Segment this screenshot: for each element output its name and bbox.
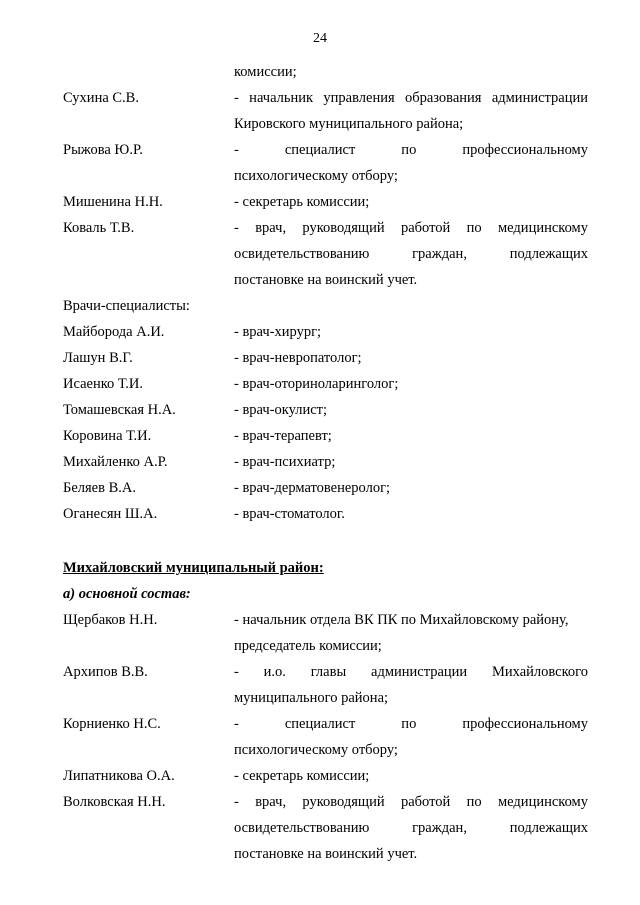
- specialist-name: Майборода А.И.: [63, 324, 165, 340]
- specialist-row: [63, 475, 588, 501]
- member-name: Щербаков Н.Н.: [63, 612, 158, 628]
- member-role: - и.о. главы администрации Михайловского муниципального района;: [234, 664, 588, 706]
- specialist-role: - врач-терапевт;: [234, 428, 332, 444]
- member-row: [63, 189, 588, 215]
- specialist-row: [63, 319, 588, 345]
- member-role: - врач, руководящий работой по медицинскому освидетельствованию граждан, подлежащих постановке на воинский учет.: [234, 794, 588, 862]
- member-row: [63, 659, 588, 711]
- specialist-name: Михайленко А.Р.: [63, 454, 168, 470]
- specialist-role: - врач-психиатр;: [234, 454, 336, 470]
- member-role: - начальник отдела ВК ПК по Михайловскому району, председатель комиссии;: [234, 612, 569, 654]
- specialist-name: Лашун В.Г.: [63, 350, 133, 366]
- member-role: - специалист по профессиональному психологическому отбору;: [234, 716, 588, 758]
- member-name: Сухина С.В.: [63, 90, 139, 106]
- member-row: [63, 85, 588, 137]
- member-name: Коваль Т.В.: [63, 220, 135, 236]
- specialist-row: [63, 371, 588, 397]
- member-name: Мишенина Н.Н.: [63, 194, 163, 210]
- member-role: - секретарь комиссии;: [234, 194, 370, 210]
- specialist-role: - врач-оториноларинголог;: [234, 376, 399, 392]
- member-name: Липатникова О.А.: [63, 768, 175, 784]
- specialist-role: - врач-невропатолог;: [234, 350, 362, 366]
- member-row: [63, 711, 588, 763]
- member-row: [63, 789, 588, 867]
- document-body: [63, 59, 588, 867]
- specialist-name: Исаенко Т.И.: [63, 376, 144, 392]
- specialist-name: Оганесян Ш.А.: [63, 506, 158, 522]
- composition-heading: а) основной состав:: [63, 586, 191, 602]
- specialist-role: - врач-хирург;: [234, 324, 322, 340]
- member-row: [63, 137, 588, 189]
- member-name: Рыжова Ю.Р.: [63, 142, 143, 158]
- member-role: - врач, руководящий работой по медицинскому освидетельствованию граждан, подлежащих постановке на воинский учет.: [234, 220, 588, 288]
- member-row: [63, 607, 588, 659]
- specialist-name: Томашевская Н.А.: [63, 402, 176, 418]
- specialist-row: [63, 397, 588, 423]
- member-row: [63, 215, 588, 293]
- specialists-label: Врачи-специалисты:: [63, 298, 190, 314]
- specialist-name: Беляев В.А.: [63, 480, 136, 496]
- specialist-name: Коровина Т.И.: [63, 428, 152, 444]
- specialist-role: - врач-стоматолог.: [234, 506, 345, 522]
- specialist-row: [63, 423, 588, 449]
- specialist-row: [63, 501, 588, 527]
- member-name: Волковская Н.Н.: [63, 794, 166, 810]
- district-heading: Михайловский муниципальный район:: [63, 560, 324, 576]
- member-name: Архипов В.В.: [63, 664, 148, 680]
- section-spacer: [63, 527, 588, 555]
- member-name: Корниенко Н.С.: [63, 716, 161, 732]
- specialist-row: [63, 449, 588, 475]
- member-role: - специалист по профессиональному психологическому отбору;: [234, 142, 588, 184]
- page-number: 24: [313, 31, 327, 46]
- continuation-line: комиссии;: [234, 64, 297, 80]
- member-role: - секретарь комиссии;: [234, 768, 370, 784]
- specialist-role: - врач-окулист;: [234, 402, 328, 418]
- specialist-row: [63, 345, 588, 371]
- specialist-role: - врач-дерматовенеролог;: [234, 480, 391, 496]
- member-row: [63, 763, 588, 789]
- member-role: - начальник управления образования администрации Кировского муниципального района;: [234, 90, 588, 132]
